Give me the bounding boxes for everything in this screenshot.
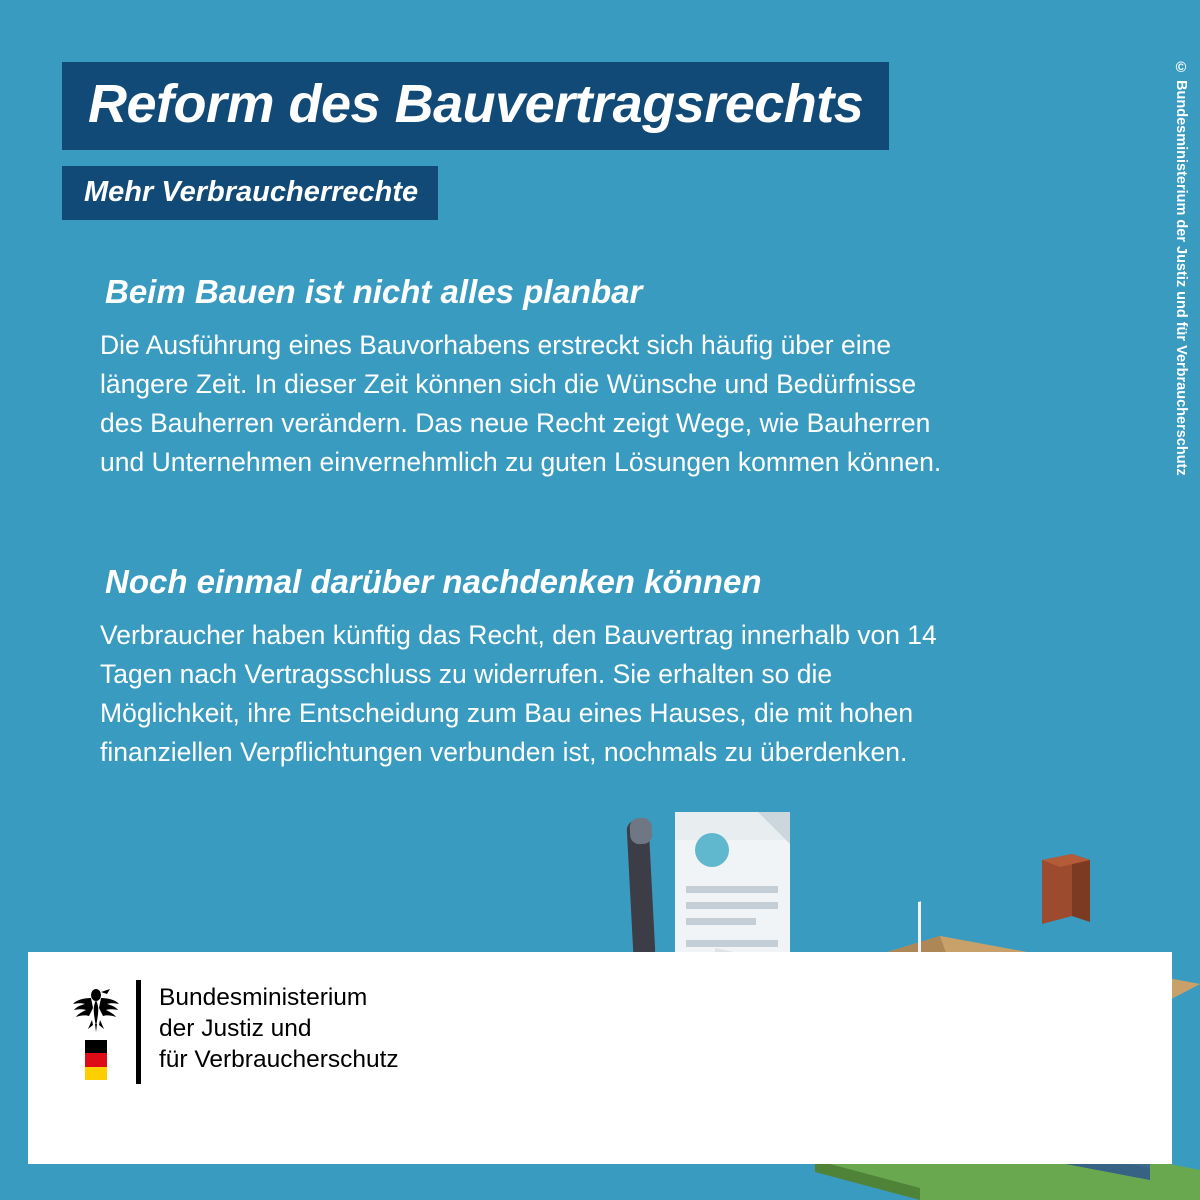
section-body: Verbraucher haben künftig das Recht, den Bauvertrag innerhalb von 14 Tagen nach Vertragsschluss zu widerrufen. Sie erhalten so die Möglichkeit, ihre Entscheidung zum Bau eines Hauses, die mit hohen finanziellen Verpflichtungen verbunden ist, nochmals zu überdenken. (100, 620, 937, 767)
page-title: Reform des Bauvertragsrechts (88, 74, 864, 134)
section-heading: Noch einmal darüber nachdenken können (105, 563, 762, 600)
section-planbar (100, 272, 960, 482)
copyright-notice: © Bundesministerium der Justiz und für Verbraucherschutz (1173, 60, 1189, 476)
ministry-logo (68, 980, 399, 1084)
subtitle-banner (62, 166, 438, 220)
logo-divider (136, 980, 141, 1084)
emblem-column (68, 980, 124, 1080)
bundesadler-icon (72, 980, 120, 1032)
ministry-line-1: Bundesministerium (159, 984, 368, 1011)
page-subtitle: Mehr Verbraucherrechte (84, 176, 419, 208)
ministry-name (159, 980, 399, 1075)
section-body: Die Ausführung eines Bauvorhabens erstreckt sich häufig über eine längere Zeit. In dieser Zeit können sich die Wünsche und Bedürfnisse des Bauherren verändern. Das neue Recht zeigt Wege, wie Bauherren und Unternehmen einvernehmlich zu guten Lösungen kommen können. (100, 330, 942, 477)
ministry-line-3: für Verbraucherschutz (159, 1046, 399, 1073)
ministry-line-2: der Justiz und (159, 1015, 312, 1042)
title-banner (62, 62, 889, 150)
german-flag-icon (85, 1040, 107, 1080)
section-heading: Beim Bauen ist nicht alles planbar (105, 273, 643, 310)
footer-bar (28, 952, 1172, 1164)
